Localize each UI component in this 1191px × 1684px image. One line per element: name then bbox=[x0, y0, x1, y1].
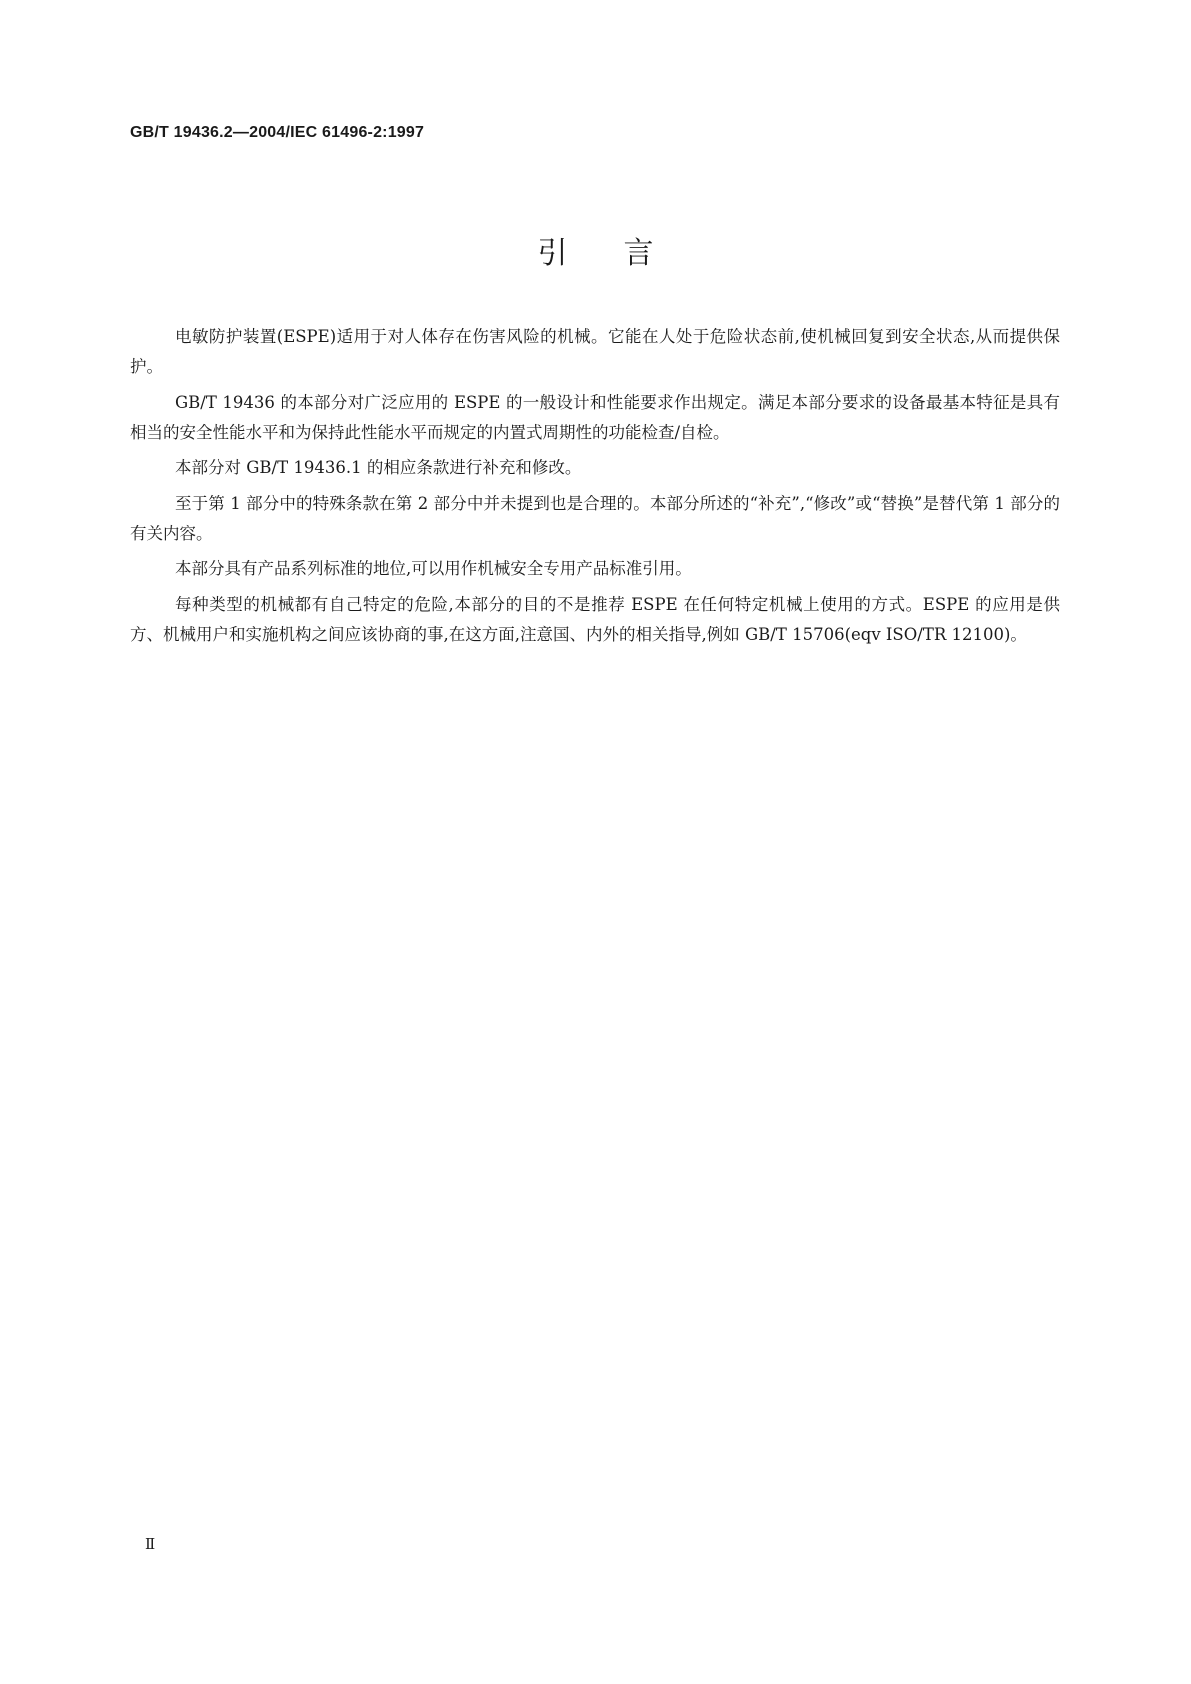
introduction-body bbox=[130, 322, 1060, 655]
paragraph: 本部分对 GB/T 19436.1 的相应条款进行补充和修改。 bbox=[175, 458, 582, 477]
paragraph: 电敏防护装置(ESPE)适用于对人体存在伤害风险的机械。它能在人处于危险状态前,使机械回复到安全状态,从而提供保护。 bbox=[130, 327, 1060, 376]
page-title: 引言 bbox=[537, 236, 710, 271]
page-number: Ⅱ bbox=[145, 1535, 156, 1553]
paragraph: 本部分具有产品系列标准的地位,可以用作机械安全专用产品标准引用。 bbox=[175, 559, 692, 578]
paragraph: GB/T 19436 的本部分对广泛应用的 ESPE 的一般设计和性能要求作出规定。满足本部分要求的设备最基本特征是具有相当的安全性能水平和为保持此性能水平而规定的内置式周期性的功能检查/自检。 bbox=[130, 392, 1060, 442]
paragraph: 每种类型的机械都有自己特定的危险,本部分的目的不是推荐 ESPE 在任何特定机械上使用的方式。ESPE 的应用是供方、机械用户和实施机构之间应该协商的事,在这方面,注意国、内外的相关指导,例如 GB/T 15706(eqv ISO/TR 12100)。 bbox=[130, 594, 1060, 644]
paragraph: 至于第 1 部分中的特殊条款在第 2 部分中并未提到也是合理的。本部分所述的“补充”,“修改”或“替换”是替代第 1 部分的有关内容。 bbox=[130, 493, 1060, 543]
standard-code: GB/T 19436.2—2004/IEC 61496-2:1997 bbox=[130, 124, 425, 141]
